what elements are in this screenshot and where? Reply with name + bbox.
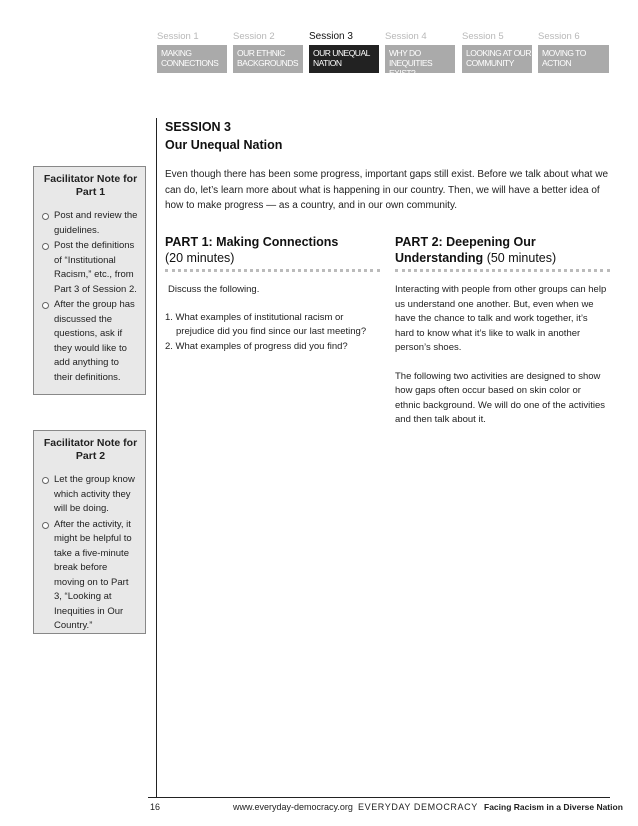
facilitator-note-part-2 (33, 430, 146, 634)
part-2-paragraph-1: Interacting with people from other groups can help us understand one another. But, even when we have the chance to talk and work together, it’s hard to know what it’s like to walk in another person’s shoes. (395, 284, 607, 353)
tab-number: Session 2 (233, 31, 275, 42)
part-2-heading (395, 234, 610, 266)
note-item-text: After the activity, it might be helpful to take a five-minute break before moving on to Part 3, “Looking at Inequities in Our Country.” (54, 518, 132, 631)
part-1-title: PART 1: Making Connections (165, 235, 339, 249)
note-item-text: Let the group know which activity they will be doing. (54, 474, 135, 514)
part-1-body (165, 283, 380, 354)
session-number: SESSION 3 (165, 120, 231, 134)
part-1-lead: Discuss the following. (168, 284, 260, 295)
part-2-time: (50 minutes) (486, 251, 557, 265)
part-1-question-2: 2. What examples of progress did you find? (165, 340, 348, 352)
bullet-icon (42, 477, 49, 484)
page-number: 16 (150, 802, 161, 812)
footer-org: EVERYDAY DEMOCRACY (358, 802, 478, 812)
tab-session-5 (462, 22, 532, 74)
tab-number: Session 1 (157, 31, 199, 42)
bullet-icon (42, 213, 49, 220)
tab-session-1 (157, 22, 227, 74)
column-divider (156, 118, 157, 798)
footer-url: www.everyday-democracy.org (233, 802, 353, 812)
note-item (42, 518, 139, 634)
note-item-text: After the group has discussed the questions, ask if they would like to add anything to their definitions. (54, 299, 135, 383)
part-2-divider (395, 269, 610, 272)
session-tabs (157, 22, 609, 78)
tab-label: MAKING CONNECTIONS (157, 45, 227, 73)
tab-session-4 (385, 22, 455, 78)
note-item-text: Post the definitions of “Institutional Racism,” etc., from Part 3 of Session 2. (54, 240, 137, 295)
part-1-heading (165, 234, 380, 266)
session-intro: Even though there has been some progress, important gaps still exist. Before we talk about what we can do, let’s learn more about what is happening in our country. Then, we will have a better idea of how to make progress — as a country, and in our own community. (165, 169, 609, 211)
tab-number: Session 5 (462, 31, 504, 42)
part-1-time: (20 minutes) (165, 251, 235, 265)
note-title: Facilitator Note for Part 2 (43, 437, 138, 462)
tab-session-2 (233, 22, 303, 74)
tab-number: Session 4 (385, 31, 427, 42)
tab-number: Session 3 (309, 31, 353, 42)
part-2-title: PART 2: Deepening Our Understanding (395, 235, 536, 265)
tab-label: WHY DO INEQUITIES EXIST? (385, 45, 455, 73)
note-item (42, 473, 139, 517)
tab-label: LOOKING AT OUR COMMUNITY (462, 45, 532, 73)
part-2-body (395, 283, 607, 428)
note-title: Facilitator Note for Part 1 (43, 173, 138, 198)
note-item-text: Post and review the guidelines. (54, 210, 138, 236)
tab-label: OUR UNEQUAL NATION (309, 45, 379, 73)
part-1-question-1: 1. What examples of institutional racism or prejudice did you find since our last meeting? (165, 311, 367, 337)
bullet-icon (42, 243, 49, 250)
note-item (42, 239, 139, 297)
part-2-paragraph-2: The following two activities are designed to show how gaps often occur based on skin color or ethnic background. We will do one of the activities and then talk about it. (395, 370, 605, 425)
tab-label: MOVING TO ACTION (538, 45, 609, 73)
tab-number: Session 6 (538, 31, 580, 42)
note-list (42, 209, 139, 385)
footer-rule (148, 797, 610, 798)
tab-label: OUR ETHNIC BACKGROUNDS (233, 45, 303, 73)
bullet-icon (42, 522, 49, 529)
note-item (42, 209, 139, 238)
footer-guide-title: Facing Racism in a Diverse Nation (484, 802, 623, 812)
part-1-divider (165, 269, 380, 272)
tab-session-6 (538, 22, 609, 74)
tab-session-3 (309, 22, 379, 74)
note-list (42, 473, 139, 634)
facilitator-note-part-1 (33, 166, 146, 395)
bullet-icon (42, 302, 49, 309)
note-item (42, 298, 139, 385)
session-title: Our Unequal Nation (165, 138, 283, 152)
